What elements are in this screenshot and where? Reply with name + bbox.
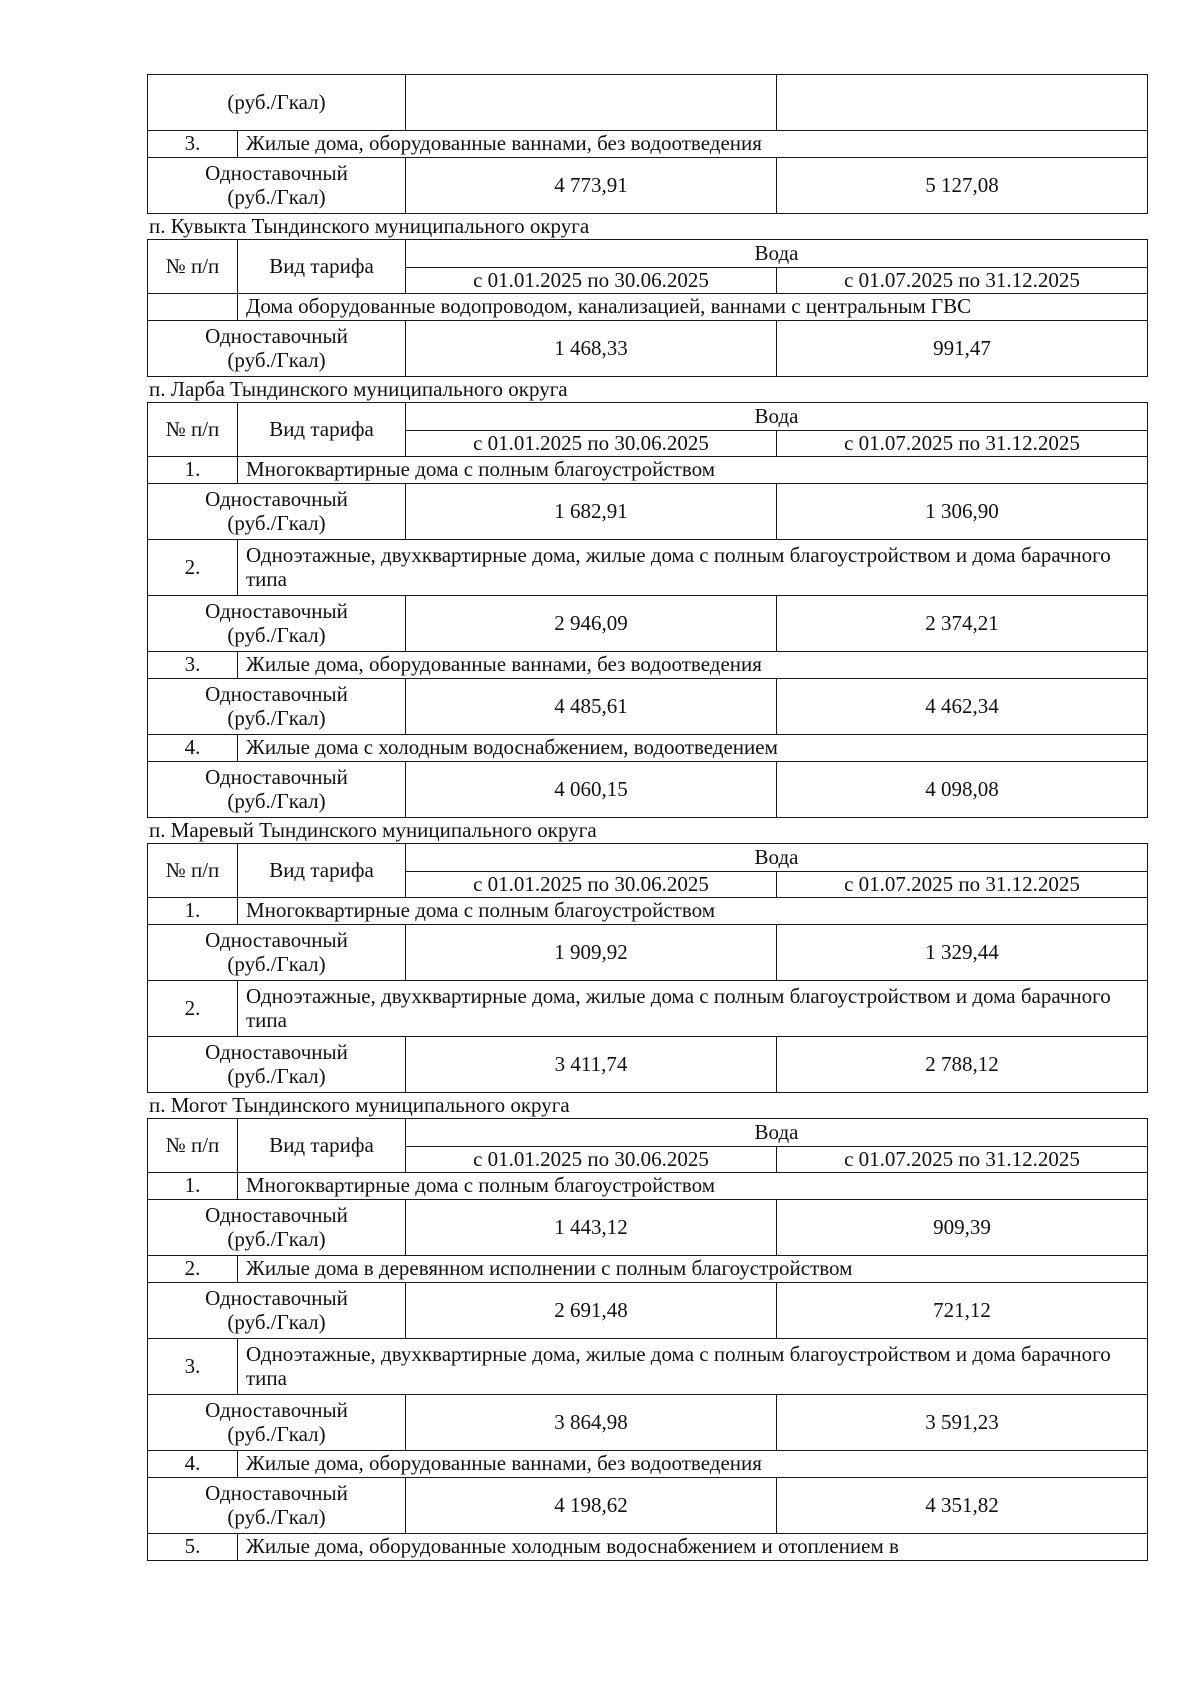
row-number: 5. (148, 1534, 238, 1561)
tariff-value-period2: 5 127,08 (777, 158, 1148, 214)
column-group-header: Вода (406, 1119, 1148, 1147)
tariff-type-cell (148, 762, 406, 818)
tariff-value-row (148, 158, 1148, 214)
tariff-type-cell (148, 679, 406, 735)
category-row (148, 540, 1148, 596)
table-header-row (148, 240, 1148, 268)
category-row (148, 735, 1148, 762)
category-label: Дома оборудованные водопроводом, канализацией, ваннами с центральным ГВС (238, 294, 1148, 321)
tariff-value-period1 (406, 75, 777, 131)
category-label: Жилые дома, оборудованные ваннами, без водоотведения (238, 131, 1148, 158)
tariff-type-cell (148, 925, 406, 981)
row-number: 3. (148, 1339, 238, 1395)
tariff-type-cell (148, 1478, 406, 1534)
tariff-unit-label: (руб./Гкал) (227, 705, 326, 730)
tariff-unit-label: (руб./Гкал) (227, 1063, 326, 1088)
tariff-value-period2: 991,47 (777, 321, 1148, 377)
tariff-unit-label: (руб./Гкал) (227, 89, 326, 114)
tariff-value-row (148, 762, 1148, 818)
row-number: 1. (148, 1173, 238, 1200)
tariff-value-period1: 1 682,91 (406, 484, 777, 540)
tariff-value-period2: 2 788,12 (777, 1037, 1148, 1093)
category-label: Многоквартирные дома с полным благоустройством (238, 457, 1148, 484)
table-header-row (148, 403, 1148, 431)
category-row (148, 457, 1148, 484)
tariff-value-period2: 1 329,44 (777, 925, 1148, 981)
tariff-value-row (148, 1395, 1148, 1451)
row-number (148, 294, 238, 321)
tariff-unit-label: (руб./Гкал) (227, 1309, 326, 1334)
row-number: 3. (148, 652, 238, 679)
column-header-type: Вид тарифа (238, 403, 406, 457)
tariff-value-row (148, 596, 1148, 652)
category-row (148, 652, 1148, 679)
tariff-value-row (148, 1037, 1148, 1093)
section-title: п. Маревый Тындинского муниципального округа (149, 818, 597, 842)
tariff-value-row (148, 484, 1148, 540)
section-title: п. Могот Тындинского муниципального округа (149, 1093, 570, 1117)
tariff-table (147, 239, 1148, 377)
tariff-unit-label: (руб./Гкал) (227, 347, 326, 372)
category-label: Жилые дома в деревянном исполнении с полным благоустройством (238, 1256, 1148, 1283)
tariff-type-label: Одноставочный (205, 1286, 348, 1311)
section-title: п. Кувыкта Тындинского муниципального округа (149, 214, 590, 238)
tariff-value-period1: 3 411,74 (406, 1037, 777, 1093)
tariff-value-period1: 2 691,48 (406, 1283, 777, 1339)
category-row (148, 1173, 1148, 1200)
column-group-header: Вода (406, 240, 1148, 268)
column-header-number: № п/п (148, 240, 238, 294)
period-header-2: с 01.07.2025 по 31.12.2025 (777, 1147, 1148, 1173)
tariff-value-period2: 2 374,21 (777, 596, 1148, 652)
tariff-type-cell (148, 1395, 406, 1451)
tariff-value-period1: 2 946,09 (406, 596, 777, 652)
row-number: 4. (148, 1451, 238, 1478)
tariff-value-period2: 4 462,34 (777, 679, 1148, 735)
period-header-1: с 01.01.2025 по 30.06.2025 (406, 268, 777, 294)
table-header-row (148, 1119, 1148, 1147)
tariff-type-label: Одноставочный (205, 1040, 348, 1065)
category-label: Одноэтажные, двухквартирные дома, жилые дома с полным благоустройством и дома барачного типа (238, 1339, 1148, 1395)
tariff-unit-label: (руб./Гкал) (227, 1421, 326, 1446)
period-header-2: с 01.07.2025 по 31.12.2025 (777, 431, 1148, 457)
tariff-unit-label: (руб./Гкал) (227, 951, 326, 976)
tariff-type-label: Одноставочный (205, 599, 348, 624)
category-label: Жилые дома, оборудованные холодным водоснабжением и отоплением в (238, 1534, 1148, 1561)
tariff-unit-label: (руб./Гкал) (227, 184, 326, 209)
tariff-value-row (148, 1283, 1148, 1339)
row-number: 2. (148, 1256, 238, 1283)
row-number: 1. (148, 457, 238, 484)
tariff-value-period1: 4 485,61 (406, 679, 777, 735)
tariff-type-cell (148, 158, 406, 214)
tariff-table (147, 843, 1148, 1093)
tariff-unit-label: (руб./Гкал) (227, 1226, 326, 1251)
tariff-type-label: Одноставочный (205, 1481, 348, 1506)
category-label: Одноэтажные, двухквартирные дома, жилые дома с полным благоустройством и дома барачного типа (238, 540, 1148, 596)
tariff-value-period1: 1 909,92 (406, 925, 777, 981)
category-label: Жилые дома с холодным водоснабжением, водоотведением (238, 735, 1148, 762)
category-row (148, 1256, 1148, 1283)
tariff-value-row (148, 321, 1148, 377)
column-header-type: Вид тарифа (238, 844, 406, 898)
tariff-table-continuation (147, 74, 1148, 214)
category-label: Многоквартирные дома с полным благоустройством (238, 898, 1148, 925)
tariff-type-label: Одноставочный (205, 161, 348, 186)
row-number: 3. (148, 131, 238, 158)
row-number: 2. (148, 981, 238, 1037)
column-header-type: Вид тарифа (238, 240, 406, 294)
tariff-value-period1: 4 060,15 (406, 762, 777, 818)
tariff-type-cell (148, 321, 406, 377)
tariff-type-label: Одноставочный (205, 1398, 348, 1423)
tariff-type-cell (148, 1037, 406, 1093)
tariff-type-label: Одноставочный (205, 324, 348, 349)
tariff-value-period1: 1 443,12 (406, 1200, 777, 1256)
tariff-value-row (148, 679, 1148, 735)
tariff-type-label: Одноставочный (205, 682, 348, 707)
tariff-value-period2: 909,39 (777, 1200, 1148, 1256)
tariff-table (147, 402, 1148, 818)
tariff-value-row (148, 1200, 1148, 1256)
document-page (147, 74, 1147, 1561)
period-header-2: с 01.07.2025 по 31.12.2025 (777, 872, 1148, 898)
tariff-type-label: Одноставочный (205, 1203, 348, 1228)
tariff-type-label: Одноставочный (205, 928, 348, 953)
row-number: 4. (148, 735, 238, 762)
column-group-header: Вода (406, 403, 1148, 431)
category-label: Одноэтажные, двухквартирные дома, жилые дома с полным благоустройством и дома барачного типа (238, 981, 1148, 1037)
tariff-value-period2: 721,12 (777, 1283, 1148, 1339)
tariff-value-period2: 4 098,08 (777, 762, 1148, 818)
column-header-number: № п/п (148, 1119, 238, 1173)
tariff-value-period1: 3 864,98 (406, 1395, 777, 1451)
category-row (148, 898, 1148, 925)
tariff-value-row (148, 1478, 1148, 1534)
column-header-number: № п/п (148, 844, 238, 898)
category-row (148, 981, 1148, 1037)
column-header-type: Вид тарифа (238, 1119, 406, 1173)
tariff-type-cell (148, 484, 406, 540)
tariff-value-period2: 4 351,82 (777, 1478, 1148, 1534)
tariff-type-cell (148, 1283, 406, 1339)
category-label: Жилые дома, оборудованные ваннами, без водоотведения (238, 1451, 1148, 1478)
period-header-1: с 01.01.2025 по 30.06.2025 (406, 1147, 777, 1173)
tariff-type-label: Одноставочный (205, 765, 348, 790)
category-row (148, 1339, 1148, 1395)
tariff-value-period1: 1 468,33 (406, 321, 777, 377)
tariff-unit-label: (руб./Гкал) (227, 622, 326, 647)
category-row (148, 1534, 1148, 1561)
tariff-value-row (148, 75, 1148, 131)
tariff-type-label: Одноставочный (205, 487, 348, 512)
tariff-type-cell (148, 596, 406, 652)
tariff-type-cell (148, 75, 406, 131)
tariff-type-cell (148, 1200, 406, 1256)
section-title: п. Ларба Тындинского муниципального округа (149, 377, 568, 401)
tariff-value-period2 (777, 75, 1148, 131)
tariff-unit-label: (руб./Гкал) (227, 510, 326, 535)
category-row (148, 294, 1148, 321)
tariff-unit-label: (руб./Гкал) (227, 1504, 326, 1529)
table-header-row (148, 844, 1148, 872)
category-row (148, 1451, 1148, 1478)
column-group-header: Вода (406, 844, 1148, 872)
period-header-2: с 01.07.2025 по 31.12.2025 (777, 268, 1148, 294)
tariff-value-period2: 3 591,23 (777, 1395, 1148, 1451)
tariff-value-period2: 1 306,90 (777, 484, 1148, 540)
category-label: Жилые дома, оборудованные ваннами, без водоотведения (238, 652, 1148, 679)
column-header-number: № п/п (148, 403, 238, 457)
category-row (148, 131, 1148, 158)
tariff-value-period1: 4 198,62 (406, 1478, 777, 1534)
row-number: 2. (148, 540, 238, 596)
category-label: Многоквартирные дома с полным благоустройством (238, 1173, 1148, 1200)
tariff-unit-label: (руб./Гкал) (227, 788, 326, 813)
tariff-table (147, 1118, 1148, 1561)
period-header-1: с 01.01.2025 по 30.06.2025 (406, 872, 777, 898)
period-header-1: с 01.01.2025 по 30.06.2025 (406, 431, 777, 457)
tariff-value-row (148, 925, 1148, 981)
row-number: 1. (148, 898, 238, 925)
tariff-value-period1: 4 773,91 (406, 158, 777, 214)
